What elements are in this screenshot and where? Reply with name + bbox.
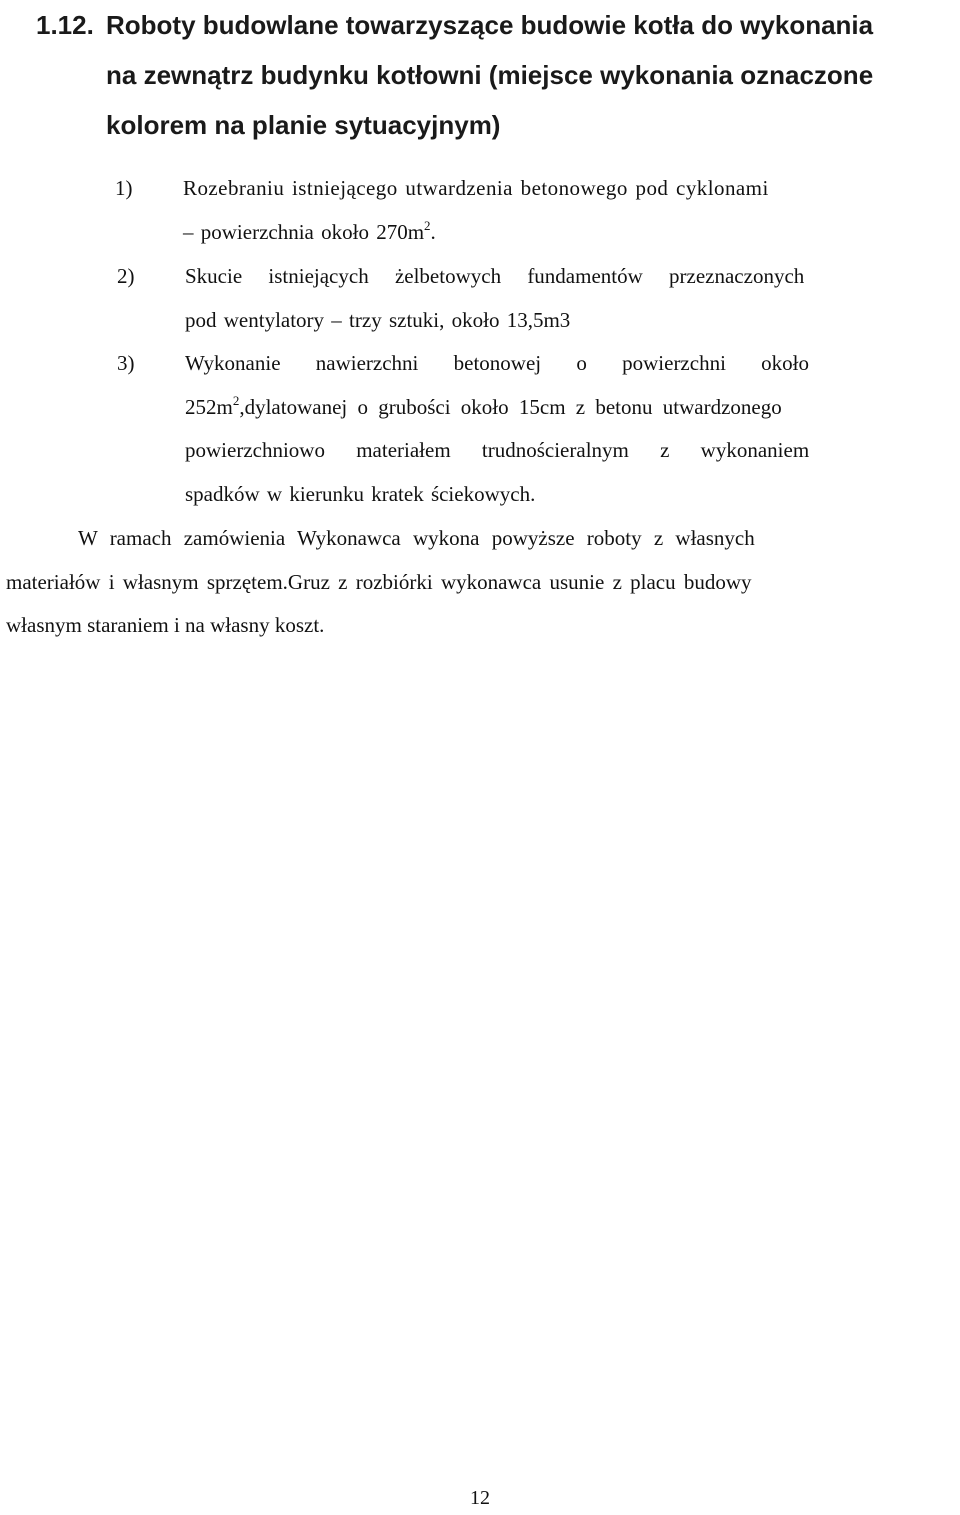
list-marker: 2) <box>117 264 135 288</box>
item-3-line-4: spadków w kierunku kratek ściekowych. <box>185 481 536 506</box>
list-marker: 3) <box>117 351 135 375</box>
section-heading <box>36 0 956 150</box>
list-item-1 <box>115 167 959 254</box>
heading-line-1 <box>36 0 956 50</box>
item-3-line-1: Wykonanie nawierzchni betonowej o powierzchni około <box>185 351 809 375</box>
item-1-line-2 <box>183 211 959 255</box>
superscript: 2 <box>424 217 431 233</box>
closing-paragraph <box>6 517 960 648</box>
item-1-tail: . <box>430 219 436 244</box>
item-3-line-2 <box>185 386 959 430</box>
list-marker: 1) <box>115 176 133 200</box>
item-3-line-2-rest: ,dylatowanej o grubości około 15cm z betonu utwardzonego <box>239 394 782 419</box>
item-2-line-2: pod wentylatory – trzy sztuki, około 13,5m3 <box>185 307 571 332</box>
page-number: 12 <box>470 1487 490 1509</box>
paragraph-line-1: W ramach zamówienia Wykonawca wykona powyższe roboty z własnych <box>78 526 755 550</box>
section-number: 1.12. <box>36 10 94 40</box>
paragraph-line-2: materiałów i własnym sprzętem.Gruz z rozbiórki wykonawca usunie z placu budowy <box>6 569 752 594</box>
item-3-line-3: powierzchniowo materiałem trudnościeralnym z wykonaniem <box>185 438 810 462</box>
paragraph-line-3: własnym staraniem i na własny koszt. <box>6 613 325 637</box>
list-item-3 <box>117 342 959 516</box>
section-title-line-3: kolorem na planie sytuacyjnym) <box>106 110 501 140</box>
item-3-line-2-start: 252m <box>185 394 233 419</box>
item-2-line-1: Skucie istniejących żelbetowych fundamentów przeznaczonych <box>185 264 805 288</box>
list-item-2 <box>117 255 959 342</box>
section-title-line-2: na zewnątrz budynku kotłowni (miejsce wykonania oznaczone <box>106 60 874 90</box>
item-1-line-1: Rozebraniu istniejącego utwardzenia betonowego pod cyklonami <box>183 176 769 200</box>
section-title-line-1: Roboty budowlane towarzyszące budowie kotła do wykonania <box>106 10 874 40</box>
item-1-line-2-text: – powierzchnia około 270m <box>183 219 425 244</box>
superscript: 2 <box>232 392 240 408</box>
